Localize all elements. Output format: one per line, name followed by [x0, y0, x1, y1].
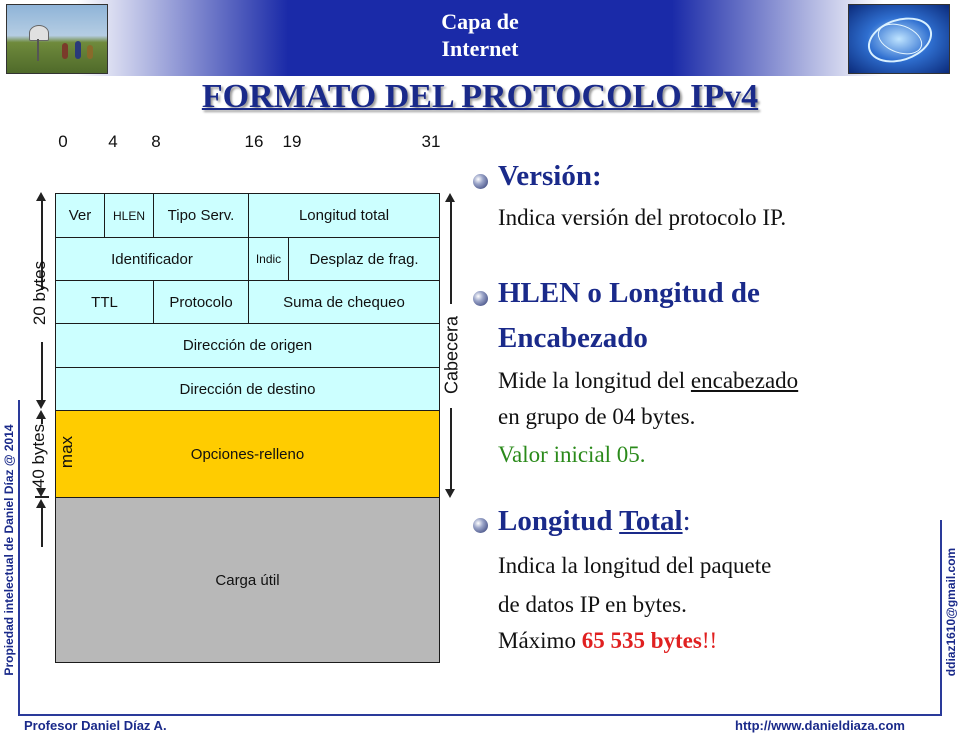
bit-number: 16 [244, 132, 264, 151]
version-heading: Versión: [498, 160, 602, 192]
hlen-text-part: Mide la longitud del [498, 368, 691, 393]
footer-website[interactable]: http://www.danieldiaza.com [735, 718, 905, 733]
header-title-line2: Internet [441, 36, 519, 61]
field-suma-chequeo [248, 280, 440, 324]
field-tipo-serv [153, 193, 249, 238]
version-text: Indica versión del protocolo IP. [498, 205, 787, 230]
field-hlen [104, 193, 154, 238]
dimension-line [450, 201, 452, 304]
field-ttl [55, 280, 154, 324]
field-opciones-relleno-label: Opciones-relleno [190, 445, 305, 463]
field-photo-logo [6, 4, 108, 74]
bit-number: 8 [151, 132, 161, 151]
field-direccion-destino-label: Dirección de destino [179, 380, 316, 398]
total-heading [498, 505, 691, 538]
hlen-text-line1 [498, 368, 798, 394]
copyright-side-text: Propiedad intelectual de Daniel Díaz @ 2014 [2, 424, 16, 676]
header-band [0, 0, 960, 76]
person-figure [87, 45, 93, 59]
total-text-line2: de datos IP en bytes. [498, 592, 687, 617]
field-longitud-total-label: Longitud total [298, 207, 390, 224]
dimension-line [41, 342, 43, 402]
bullet-icon [473, 174, 488, 189]
total-text-line1: Indica la longitud del paquete [498, 553, 772, 578]
field-identificador-label: Identificador [111, 250, 193, 268]
field-identificador [55, 237, 249, 281]
field-protocolo [153, 280, 249, 324]
email-side-text: ddiaz1610@gmail.com [944, 547, 958, 677]
max-label: max [57, 435, 76, 469]
arrow-down-icon [445, 489, 455, 498]
bit-number: 31 [421, 132, 441, 151]
hlen-heading-line1: HLEN o Longitud de [498, 277, 760, 309]
bit-number: 4 [108, 132, 118, 151]
field-carga-util [55, 497, 440, 663]
footer-author: Profesor Daniel Díaz A. [24, 718, 167, 733]
total-heading-part: Longitud [498, 505, 620, 537]
bullet-icon [473, 291, 488, 306]
arrow-down-icon [36, 400, 46, 409]
hlen-initial-value: Valor inicial 05. [498, 442, 646, 467]
field-opciones-relleno [55, 410, 440, 498]
dimension-line [450, 408, 452, 490]
frame-left-line [18, 400, 20, 716]
hlen-text-underlined: encabezado [690, 368, 799, 393]
header-title-line1: Capa de [441, 9, 519, 34]
field-direccion-destino [55, 367, 440, 411]
field-desplaz-frag [288, 237, 440, 281]
field-indic-label: Indic [255, 252, 282, 266]
dimension-line [41, 507, 43, 547]
field-suma-chequeo-label: Suma de chequeo [283, 293, 405, 311]
hlen-text-line2: en grupo de 04 bytes. [498, 404, 696, 429]
total-heading-colon: : [682, 505, 691, 537]
total-max-value: 65 535 bytes [581, 628, 702, 653]
field-ttl-label: TTL [91, 293, 118, 311]
person-figure [62, 43, 68, 59]
forty-bytes-label: 40 bytes [29, 423, 48, 489]
field-ver [55, 193, 105, 238]
total-heading-underlined: Total [619, 505, 683, 537]
arrow-up-icon [36, 192, 46, 201]
field-hlen-label: HLEN [112, 208, 145, 223]
main-title: FORMATO DEL PROTOCOLO IPv4 [201, 78, 759, 115]
field-ver-label: Ver [68, 207, 92, 224]
network-globe-logo [848, 4, 950, 74]
frame-right-line [940, 520, 942, 716]
dish-mast [37, 39, 39, 61]
total-max-prefix: Máximo [498, 628, 582, 653]
hlen-heading-line2: Encabezado [498, 322, 648, 354]
bit-number: 0 [58, 132, 68, 151]
field-protocolo-label: Protocolo [169, 293, 233, 311]
field-longitud-total [248, 193, 440, 238]
twenty-bytes-label: 20 bytes [30, 260, 49, 326]
arrow-down-icon [36, 488, 46, 497]
field-direccion-origen [55, 323, 440, 368]
field-direccion-origen-label: Dirección de origen [182, 337, 313, 354]
field-indic [248, 237, 289, 281]
field-tipo-serv-label: Tipo Serv. [167, 207, 235, 224]
cabecera-label: Cabecera [441, 315, 462, 395]
field-desplaz-frag-label: Desplaz de frag. [309, 250, 419, 268]
total-max-exclaim: !! [701, 628, 718, 653]
person-figure [75, 41, 81, 59]
satellite-dish-icon [29, 25, 49, 41]
bit-number: 19 [282, 132, 302, 151]
total-text-line3 [498, 628, 717, 654]
header-title [380, 8, 580, 62]
frame-bottom-line [18, 714, 942, 716]
bullet-icon [473, 518, 488, 533]
field-carga-util-label: Carga útil [215, 571, 280, 589]
